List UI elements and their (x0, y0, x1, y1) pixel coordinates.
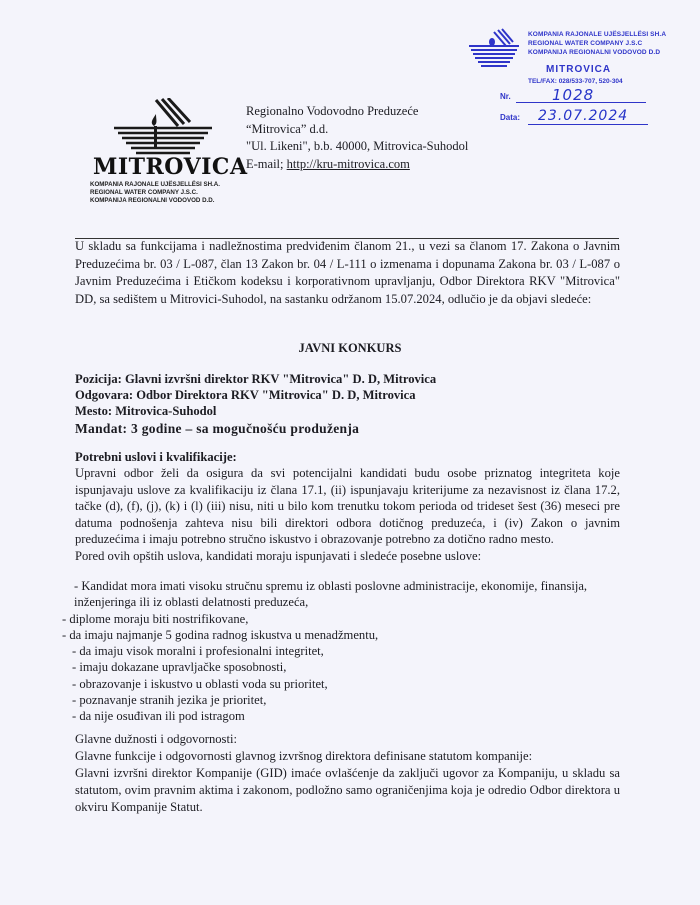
mandate-line: Mandat: 3 godine – sa mogučnošću produženja (75, 421, 360, 436)
duties-heading: Glavne dužnosti i odgovornosti: (75, 732, 237, 746)
list-item: - poznavanje stranih jezika je prioritet, (72, 693, 267, 708)
list-item: - Kandidat mora imati visoku stručnu spremu iz oblasti poslovne administracije, ekonomije, finansija, (74, 579, 588, 593)
location-line: Mesto: Mitrovica-Suhodol (75, 404, 217, 418)
logo-name: MITROVICA (93, 154, 248, 180)
logo-subtitle: REGIONAL WATER COMPANY J.S.C. (90, 189, 198, 196)
additional-requirements-intro: Pored ovih opštih uslova, kandidati moraju ispunjavati i sledeće posebne uslove: (75, 548, 482, 563)
list-item: - imaju dokazane upravljačke sposobnosti, (72, 660, 287, 675)
logo-subtitle: KOMPANIA RAJONALE UJËSJELLËSI SH.A. (90, 181, 220, 188)
stamp-line: REGIONAL WATER COMPANY J.S.C (528, 40, 643, 47)
intro-paragraph: U skladu sa funkcijama i nadležnostima predviđenim članom 21., u vezi sa članom 17. Zakona o Javnim Preduzećima br. 03 / L-087, član 13 Zakon br. 04 / L-111 o izmenama i dopunama Zakona br. 03 / L-087 o Javnim Preduzećima i Etičkom kodeksu i korporativnom upravljanju, Odbor Direktora RKV "Mitrovica" DD, sa sedištem u Mitrovici-Suhodol, na sastanku održanom 15.07.2024, odlučio je da objavi sledeće: (75, 239, 620, 306)
list-item: - diplome moraju biti nostrifikovane, (62, 611, 249, 626)
company-stamp (466, 28, 696, 128)
requirements-section (75, 465, 620, 564)
position-line: Pozicija: Glavni izvršni direktor RKV "Mitrovica" D. D, Mitrovica (75, 372, 437, 386)
stamp-line: KOMPANIJA REGIONALNI VODOVOD D.D (528, 49, 661, 56)
website-link[interactable]: http://kru-mitrovica.com (286, 156, 410, 171)
stamp-city: MITROVICA (546, 64, 612, 75)
requirements-heading: Potrebni uslovi i kvalifikacije: (75, 450, 237, 464)
document-title: JAVNI KONKURS (298, 341, 402, 355)
company-street: "Ul. Likeni", b.b. 40000, Mitrovica-Suhodol (246, 139, 469, 153)
list-item: - da imaju visok moralni i profesionalni integritet, (72, 644, 324, 659)
stamp-nr-label: Nr. (500, 92, 511, 101)
stamp-nr-value: 1028 (552, 86, 595, 104)
position-info (75, 371, 436, 439)
letterhead-address (246, 103, 468, 173)
stamp-logo-icon (466, 28, 522, 70)
company-short-name: “Mitrovica” d.d. (246, 121, 329, 136)
list-item: - da imaju najmanje 5 godina radnog iskustva u menadžmentu, (62, 627, 379, 642)
reports-to-line: Odgovara: Odbor Direktora RKV "Mitrovica" D. D, Mitrovica (75, 388, 416, 402)
email-label: E-mail; (246, 156, 287, 171)
requirements-paragraph: Upravni odbor želi da osigura da svi potencijalni kandidati budu osobe priznatog integriteta koje ispunjavaju uslove za kvalifikaciju iz člana 17.1, (ii) ispunjavaju kriterijume za nezavisnost iz člana 17.2, tačke (d), (f), (j), (k) i (l) (iii) nisu, niti u bilo kom trenutku tokom perioda od trideset šest (36) meseci pre datuma podnošenja zahteva nisu bili direktori odbora dotičnog preduzeća, i (iv) Zakon o javnim preduzećima i imaju potrebno stručno iskustvo i obrazovanje potrebno za dotično radno mesto. (75, 466, 620, 546)
requirements-list (62, 578, 622, 725)
list-item: - obrazovanje i iskustvo u oblasti voda su prioritet, (72, 676, 328, 691)
company-email-row (246, 156, 468, 174)
duties-intro: Glavne funkcije i odgovornosti glavnog izvršnog direktora definisane statutom kompanije: (75, 749, 533, 763)
duties-section (75, 731, 620, 816)
list-item-continuation: inženjeringa ili iz oblasti delatnosti preduzeća, (74, 595, 309, 610)
logo-subtitle: KOMPANIJA REGIONALNI VODOVOD D.D. (90, 197, 215, 204)
list-item: - da nije osuđivan ili pod istragom (72, 709, 245, 724)
duties-paragraph: Glavni izvršni direktor Kompanije (GID) imaće ovlašćenje da zaključi ugovor za Kompaniju, u skladu sa statutom, ovim pravnim aktima i zakonom, podložno samo ograničenjima koja je odredio Odbor direktora u okviru Kompanije Statut. (75, 766, 620, 814)
stamp-date-underline (528, 124, 648, 125)
stamp-line: KOMPANIA RAJONALE UJËSJELLËSI SH.A (528, 31, 667, 38)
stamp-date-label: Data: (500, 113, 521, 122)
company-logo (90, 98, 248, 210)
stamp-date-value: 23.07.2024 (538, 108, 629, 124)
stamp-tel: TEL/FAX: 028/533-707, 520-304 (528, 78, 623, 85)
water-company-logo-icon (110, 98, 216, 158)
company-name: Regionalno Vodovodno Preduzeće (246, 104, 419, 118)
